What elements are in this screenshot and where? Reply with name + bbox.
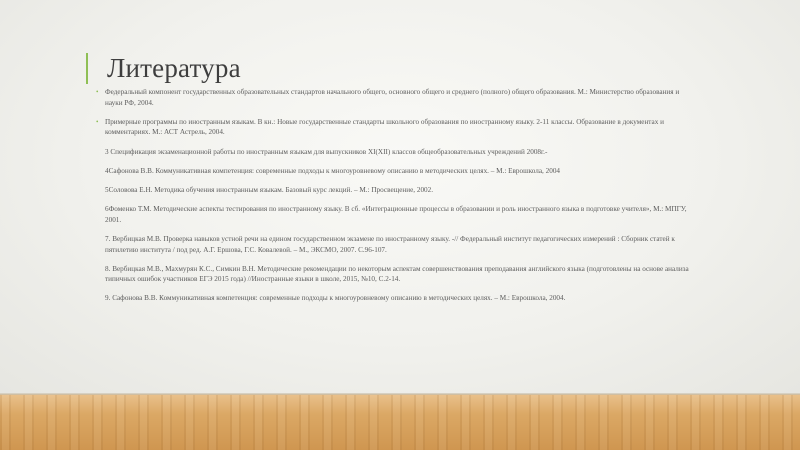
reference-item [96,147,696,158]
reference-text: 7. Вербицкая М.В. Проверка навыков устной речи на едином государственном экзамене по иностранному языку. -// Федеральный институт педагогических измерений : Сборник статей к пятилетию института / под ред. А.Г. Ершова, Г.С. Ковалевой. – М., ЭКСМО, 2007. С.96-107. [105,234,675,254]
reference-text: 8. Вербицкая М.В., Махмурян К.С., Симкин В.Н. Методические рекомендации по некоторым аспектам совершенствования преподавания английского языка (подготовлены на основе анализа типичных ошибок участников ЕГЭ 2015 года) //Иностранные языки в школе, 2015, №10, С.2-14. [105,264,689,284]
title-accent-bar [86,53,88,84]
reference-text: 6Фоменко Т.М. Методические аспекты тестирования по иностранному языку. В сб. «Интеграционные процессы в образовании и роль иностранного языка в подготовке учителя», М.: МПГУ, 2001. [105,205,687,224]
reference-item [96,87,696,108]
reference-item [96,264,696,285]
reference-item [96,204,696,225]
reference-item [96,293,696,304]
reference-item [96,117,696,138]
reference-text: 4Сафонова В.В. Коммуникативная компетенция: современные подходы к многоуровневому описанию в методических целях. – М.: Еврошкола, 2004 [105,166,561,175]
reference-text: 9. Сафонова В.В. Коммуникативная компетенция: современные подходы к многоуровневому описанию в методических целях. – М.: Еврошкола, 2004. [105,294,566,303]
bullet-dot-icon: • [96,88,99,96]
bullet-dot-icon: • [96,117,99,126]
wooden-floor [0,395,800,450]
reference-text: 3 Спецификация экзаменационной работы по иностранным языкам для выпускников XI(XII) классов общеобразовательных учреждений 2008г.- [105,147,548,156]
reference-text: Федеральный компонент государственных образовательных стандартов начального общего, основного общего и среднего (полного) общего образования. М.: Министерство образования и науки РФ, 2004. [105,88,680,107]
reference-text: 5Соловова Е.Н. Методика обучения иностранным языкам. Базовый курс лекций. – М.: Просвещение, 2002. [105,185,434,194]
reference-text: Примерные программы по иностранным языкам. В кн.: Новые государственные стандарты школьного образования по иностранному языку. 2-11 классы. Образование в документах и комментариях. М.: АСТ Астрель, 2004. [105,117,664,137]
slide-title: Литература [107,53,241,83]
reference-item [96,166,696,177]
reference-list [96,87,696,313]
reference-item [96,234,696,255]
reference-item [96,185,696,196]
